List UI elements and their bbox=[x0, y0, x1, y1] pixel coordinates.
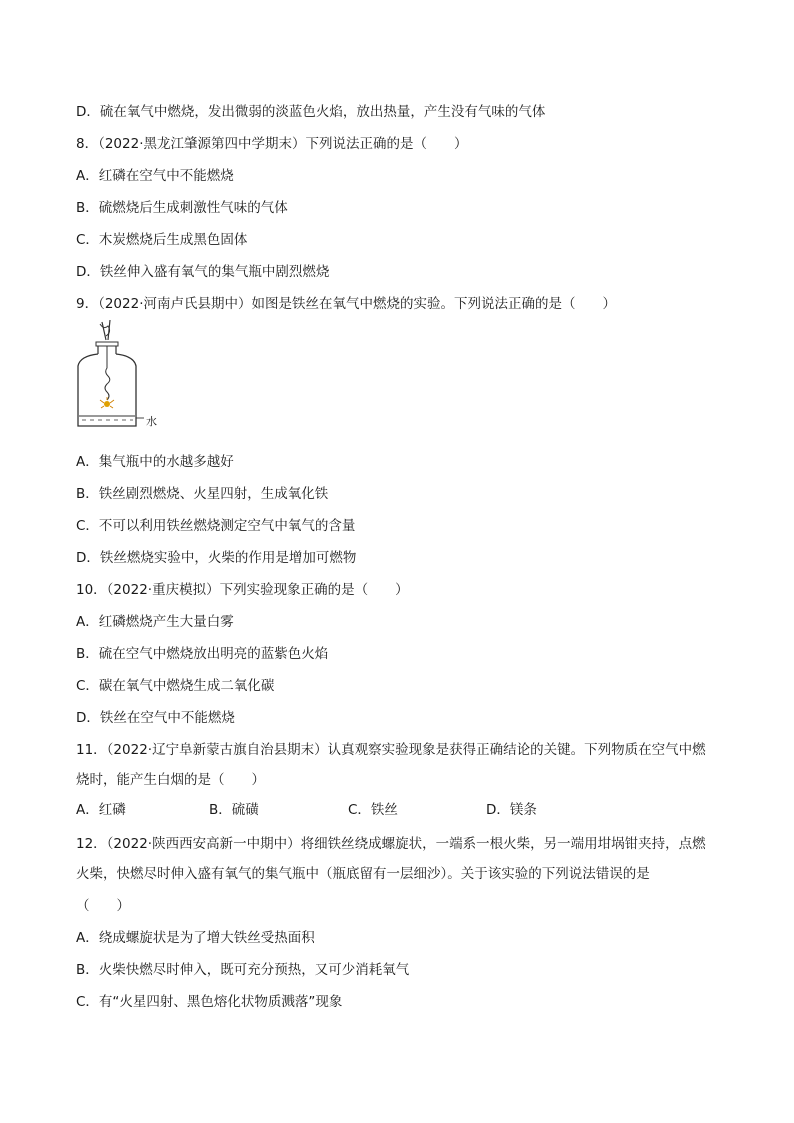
q12-option-b: B．火柴快燃尽时伸入，既可充分预热，又可少消耗氧气 bbox=[76, 962, 410, 978]
q11-option-b: B．硫磺 bbox=[209, 802, 259, 818]
q10-stem: 10．（2022·重庆模拟）下列实验现象正确的是（ ） bbox=[76, 582, 409, 598]
q12-stem-line1: 12．（2022·陕西西安高新一中期中）将细铁丝绕成螺旋状，一端系一根火柴，另一端用坩埚钳夹持，点燃 bbox=[76, 836, 706, 852]
q8-stem: 8．（2022·黑龙江肇源第四中学期末）下列说法正确的是（ ） bbox=[76, 136, 468, 152]
figure-label-water: 水 bbox=[146, 415, 157, 428]
q11-stem-line1: 11．（2022·辽宁阜新蒙古旗自治县期末）认真观察实验现象是获得正确结论的关键。下列物质在空气中燃 bbox=[76, 742, 706, 758]
q8-option-c: C．木炭燃烧后生成黑色固体 bbox=[76, 232, 248, 248]
q12-stem-line2: 火柴，快燃尽时伸入盛有氧气的集气瓶中（瓶底留有一层细沙）。关于该实验的下列说法错误的是 bbox=[76, 866, 650, 882]
q8-option-b: B．硫燃烧后生成刺激性气味的气体 bbox=[76, 200, 288, 216]
q12-option-c: C．有“火星四射、黑色熔化状物质溅落”现象 bbox=[76, 994, 343, 1010]
q11-option-c: C．铁丝 bbox=[348, 802, 398, 818]
q8-option-a: A．红磷在空气中不能燃烧 bbox=[76, 168, 234, 184]
q11-option-d: D．镁条 bbox=[486, 802, 537, 818]
q9-stem: 9．（2022·河南卢氏县期中）如图是铁丝在氧气中燃烧的实验。下列说法正确的是（ ） bbox=[76, 296, 616, 312]
q12-stem-line3: （ ） bbox=[76, 898, 130, 914]
q11-option-a: A．红磷 bbox=[76, 802, 126, 818]
q9-option-b: B．铁丝剧烈燃烧、火星四射，生成氧化铁 bbox=[76, 486, 329, 502]
q9-option-d: D．铁丝燃烧实验中，火柴的作用是增加可燃物 bbox=[76, 550, 357, 566]
q11-stem-line2: 烧时，能产生白烟的是（ ） bbox=[76, 772, 265, 788]
q10-option-c: C．碳在氧气中燃烧生成二氧化碳 bbox=[76, 678, 275, 694]
iron-wire-burning-figure bbox=[70, 318, 150, 438]
q7-option-d: D．硫在氧气中燃烧，发出微弱的淡蓝色火焰，放出热量，产生没有气味的气体 bbox=[76, 104, 546, 120]
q12-option-a: A．绕成螺旋状是为了增大铁丝受热面积 bbox=[76, 930, 315, 946]
q11-options-row bbox=[76, 800, 716, 820]
q10-option-d: D．铁丝在空气中不能燃烧 bbox=[76, 710, 235, 726]
q9-option-c: C．不可以利用铁丝燃烧测定空气中氧气的含量 bbox=[76, 518, 356, 534]
q10-option-a: A．红磷燃烧产生大量白雾 bbox=[76, 614, 234, 630]
q8-option-d: D．铁丝伸入盛有氧气的集气瓶中剧烈燃烧 bbox=[76, 264, 330, 280]
q9-option-a: A．集气瓶中的水越多越好 bbox=[76, 454, 234, 470]
q10-option-b: B．硫在空气中燃烧放出明亮的蓝紫色火焰 bbox=[76, 646, 329, 662]
